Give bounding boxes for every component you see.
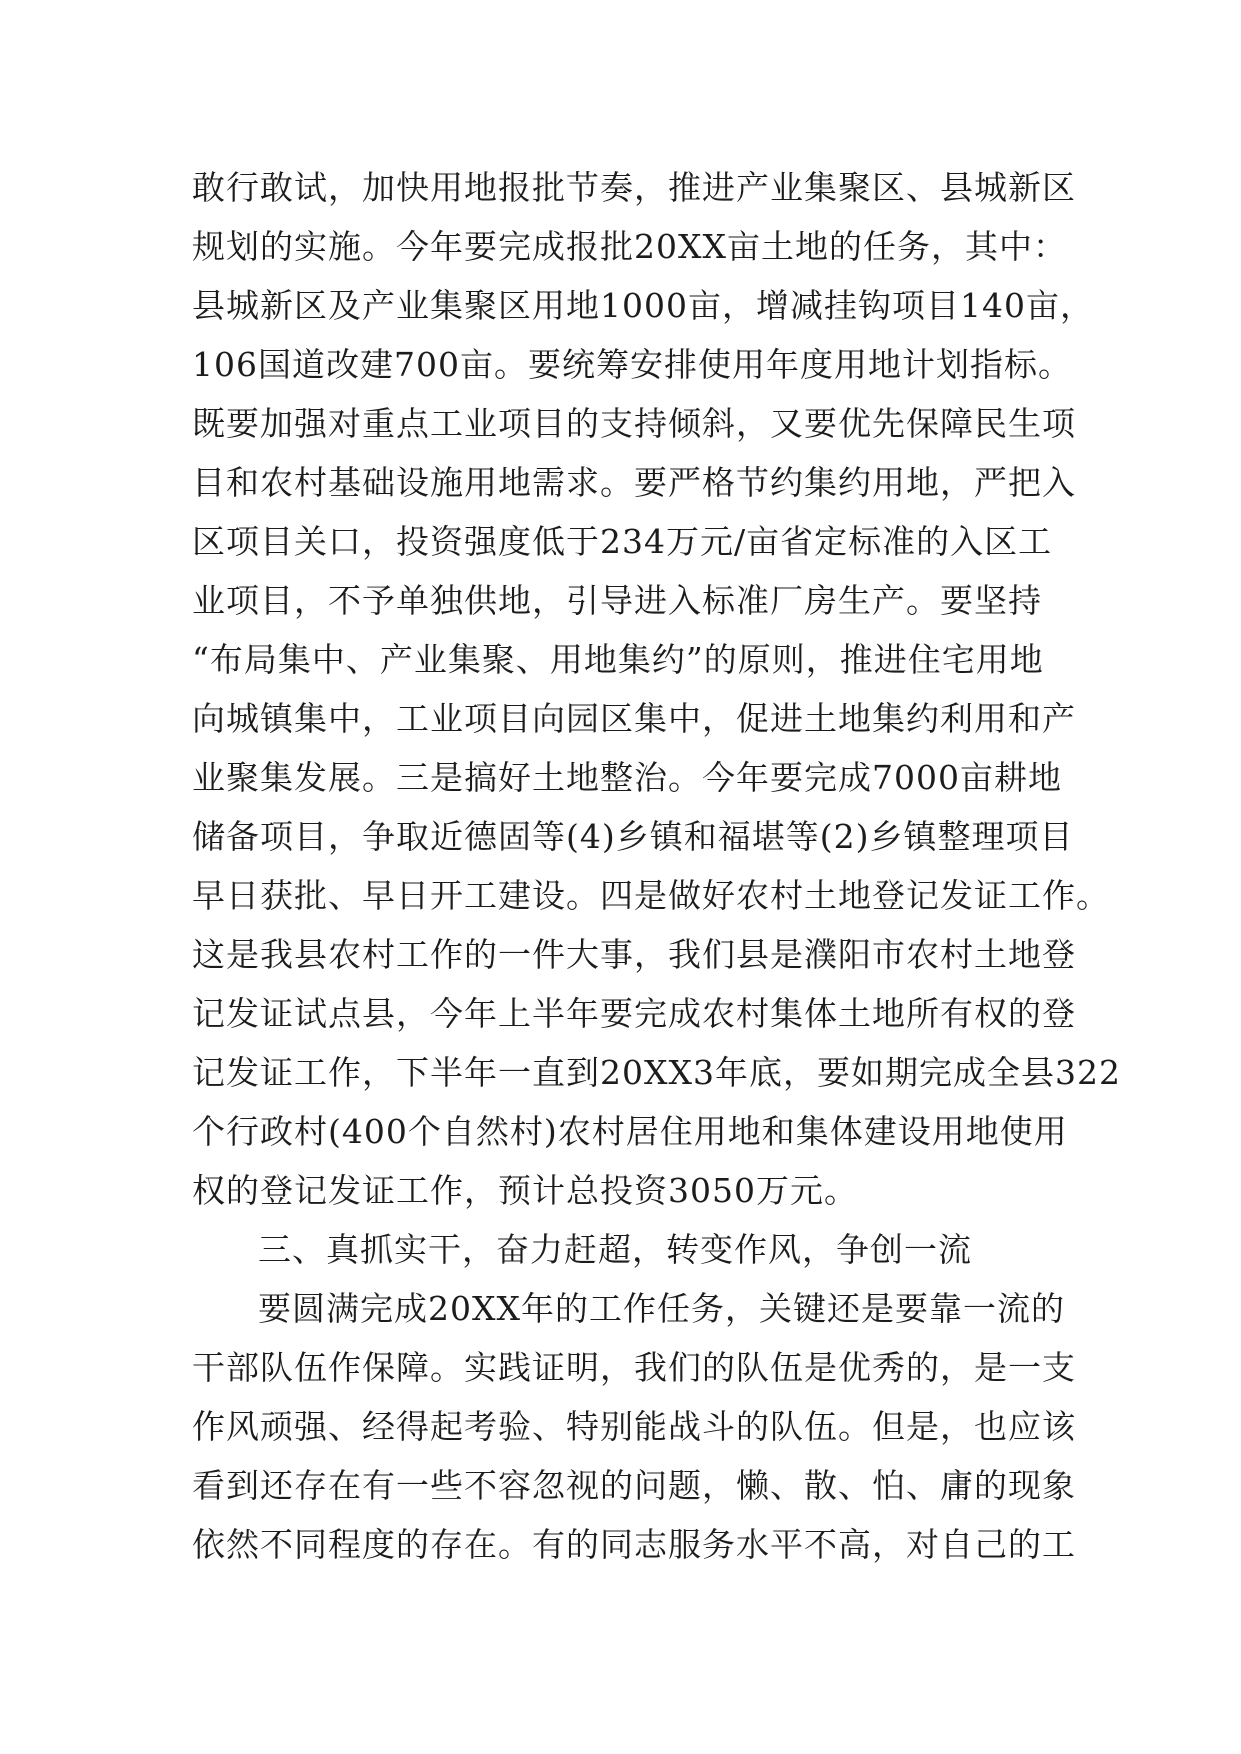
text-line: 敢行敢试，加快用地报批节奏，推进产业集聚区、县城新区 — [192, 168, 1076, 207]
text-line: 个行政村(400个自然村)农村居住用地和集体建设用地使用 — [192, 1112, 1068, 1151]
text-line: 这是我县农村工作的一件大事，我们县是濮阳市农村土地登 — [192, 935, 1076, 974]
text-line: 依然不同程度的存在。有的同志服务水平不高，对自己的工 — [192, 1525, 1076, 1564]
text-line: 干部队伍作保障。实践证明，我们的队伍是优秀的，是一支 — [192, 1348, 1076, 1387]
text-line: 区项目关口，投资强度低于234万元/亩省定标准的入区工 — [192, 522, 1053, 561]
text-line: 记发证工作，下半年一直到20XX3年底，要如期完成全县322 — [192, 1053, 1121, 1092]
text-line: 县城新区及产业集聚区用地1000亩，增减挂钩项目140亩， — [192, 286, 1094, 325]
text-line: 储备项目，争取近德固等(4)乡镇和福堪等(2)乡镇整理项目 — [192, 817, 1074, 856]
text-line: 业聚集发展。三是搞好土地整治。今年要完成7000亩耕地 — [192, 758, 1062, 797]
text-line: 规划的实施。今年要完成报批20XX亩土地的任务，其中： — [192, 227, 1067, 266]
text-line: 权的登记发证工作，预计总投资3050万元。 — [192, 1171, 858, 1210]
text-line: 106国道改建700亩。要统筹安排使用年度用地计划指标。 — [192, 345, 1072, 384]
text-line: “布局集中、产业集聚、用地集约”的原则，推进住宅用地 — [192, 640, 1044, 679]
text-line: 既要加强对重点工业项目的支持倾斜，又要优先保障民生项 — [192, 404, 1076, 443]
text-line: 早日获批、早日开工建设。四是做好农村土地登记发证工作。 — [192, 876, 1110, 915]
paragraph-start-line: 要圆满完成20XX年的工作任务，关键还是要靠一流的 — [258, 1289, 1065, 1328]
text-line: 向城镇集中，工业项目向园区集中，促进土地集约利用和产 — [192, 699, 1076, 738]
text-line: 目和农村基础设施用地需求。要严格节约集约用地，严把入 — [192, 463, 1076, 502]
text-line: 看到还存在有一些不容忽视的问题，懒、散、怕、庸的现象 — [192, 1466, 1076, 1505]
text-line: 业项目，不予单独供地，引导进入标准厂房生产。要坚持 — [192, 581, 1042, 620]
body-text — [192, 158, 1121, 1574]
text-line: 记发证试点县，今年上半年要完成农村集体土地所有权的登 — [192, 994, 1076, 1033]
section-heading: 三、真抓实干，奋力赶超，转变作风，争创一流 — [258, 1230, 972, 1269]
text-line: 作风顽强、经得起考验、特别能战斗的队伍。但是，也应该 — [192, 1407, 1076, 1446]
